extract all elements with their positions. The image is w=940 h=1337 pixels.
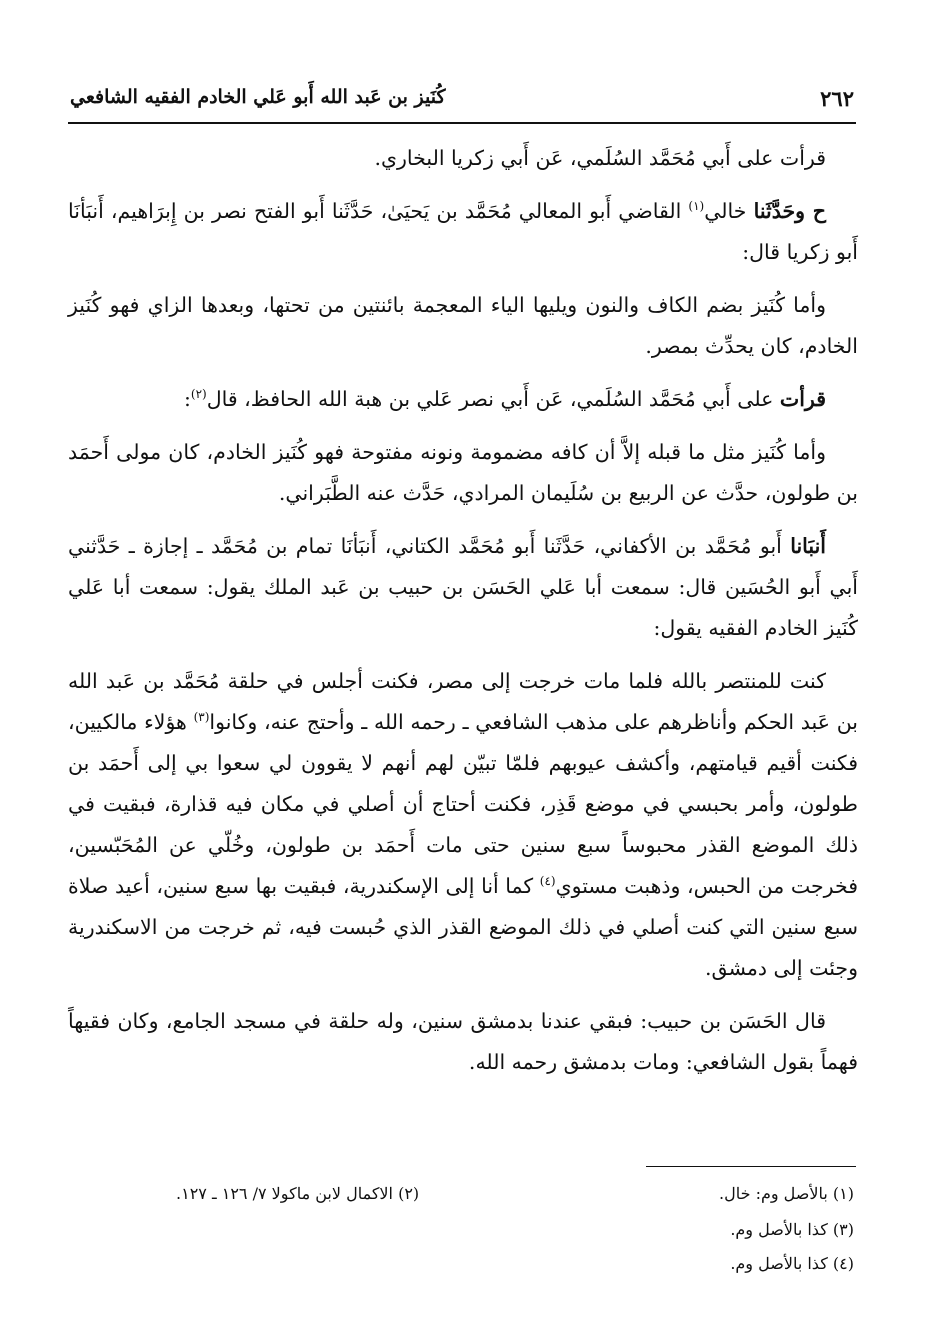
paragraph-8 xyxy=(68,1001,858,1083)
footnote-3: (٣) كذا بالأصل وم. xyxy=(730,1220,854,1239)
paragraph-2-text-b: القاضي أَبو المعالي مُحَمَّد بن يَحيَىٰ، حَدَّثَنا أَبو الفتح نصر بن إِبرَاهيم، أَنبَأنَا أَبو زكريا قال: xyxy=(68,199,858,264)
paragraph-6-text: أَبو مُحَمَّد بن الأكفاني، حَدَّثَنا أَبو مُحَمَّد الكتاني، أَنبَأنَا تمام بن مُحَمَّد ـ إجازة ـ حَدَّثني أَبي أَبو الحُسَين قال: سمعت أبا عَلي الحَسَن بن حبيب بن عَبد الملك يقول: سمعت أبا عَلي كُنَيز الخادم الفقيه يقول: xyxy=(68,534,858,640)
paragraph-6 xyxy=(68,526,858,649)
paragraph-4 xyxy=(68,379,858,420)
paragraph-3 xyxy=(68,285,858,367)
paragraph-5-text: وأما كُنَيز مثل ما قبله إلاَّ أن كافه مضمومة ونونه مفتوحة فهو كُنَيز الخادم، كان مولى أَحمَد بن طولون، حدَّث عن الربيع بن سُلَيمان المرادي، حَدَّث عنه الطَّبَراني. xyxy=(68,440,858,505)
paragraph-7-text-a: كنت للمنتصر بالله فلما مات خرجت إلى مصر، فكنت أجلس في حلقة مُحَمَّد بن عَبد الله بن عَبد الحكم وأناظرهم على مذهب الشافعي ـ رحمه الله ـ وأحتج عنه، وكانوا xyxy=(68,669,858,734)
footnote-ref-1[interactable]: (١) xyxy=(688,199,705,214)
isnad-lead: أَنبَانا xyxy=(790,534,826,558)
footnote-4: (٤) كذا بالأصل وم. xyxy=(730,1254,854,1273)
paragraph-7 xyxy=(68,661,858,989)
footnote-1: (١) بالأصل وم: خال. xyxy=(719,1184,854,1203)
paragraph-4-text-b: : xyxy=(183,387,191,411)
running-title: كُنَيز بن عَبد الله أَبو عَلي الخادم الفقيه الشافعي xyxy=(70,86,446,108)
page-header xyxy=(68,78,856,124)
footnote-ref-4[interactable]: (٤) xyxy=(539,874,556,889)
paragraph-7-text-b: هؤلاء مالكيين، فكنت أقيم قيامتهم، وأكشف عيوبهم فلمّا تبيّن لهم أنهم لا يقوون لي سعوا بي إلى أَحمَد بن طولون، وأمر بحبسي في موضع قَذِر، فكنت أحتاج أن أصلي في مكان فيه قذارة، فبقيت في ذلك الموضع القذر محبوساً سبع سنين حتى مات أَحمَد بن طولون، وخُلّي عن المُحَبّسين، فخرجت من الحبس، وذهبت مستوي xyxy=(68,710,858,898)
paragraph-1-text: قرأت على أَبي مُحَمَّد السُلَمي، عَن أَبي زكريا البخاري. xyxy=(374,146,826,170)
footnote-ref-3[interactable]: (٣) xyxy=(193,710,210,725)
main-text xyxy=(68,138,858,1095)
footnote-2: (٢) الاكمال لابن ماكولا ٧/ ١٢٦ ـ ١٢٧. xyxy=(176,1184,420,1203)
paragraph-7-text-c: كما أنا إلى الإسكندرية، فبقيت بها سبع سنين، أعيد صلاة سبع سنين التي كنت أصلي في ذلك الموضع القذر الذي حُبست فيه، ثم خرجت من الاسكندرية وجئت إلى دمشق. xyxy=(68,874,858,980)
isnad-lead: ح وحَدَّثَنا xyxy=(753,199,826,223)
paragraph-4-text-a: على أَبي مُحَمَّد السُلَمي، عَن أَبي نصر عَلي بن هبة الله الحافظ، قال xyxy=(206,387,780,411)
paragraph-2-text-a: خالي xyxy=(704,199,754,223)
paragraph-3-text: وأما كُنَيز بضم الكاف والنون ويليها الياء المعجمة بائنتين من تحتها، وبعدها الزاي فهو كُنَيز الخادم، كان يحدِّث بمصر. xyxy=(68,293,858,358)
paragraph-5 xyxy=(68,432,858,514)
isnad-lead: قرأت xyxy=(779,387,826,411)
footnote-ref-2[interactable]: (٢) xyxy=(190,387,207,402)
paragraph-8-text: قال الحَسَن بن حبيب: فبقي عندنا بدمشق سنين، وله حلقة في مسجد الجامع، وكان فقيهاً فهماً بقول الشافعي: ومات بدمشق رحمه الله. xyxy=(68,1009,858,1074)
page-number: ٢٦٢ xyxy=(820,86,854,111)
paragraph-1 xyxy=(68,138,858,179)
footnote-divider xyxy=(646,1166,856,1167)
paragraph-2 xyxy=(68,191,858,273)
